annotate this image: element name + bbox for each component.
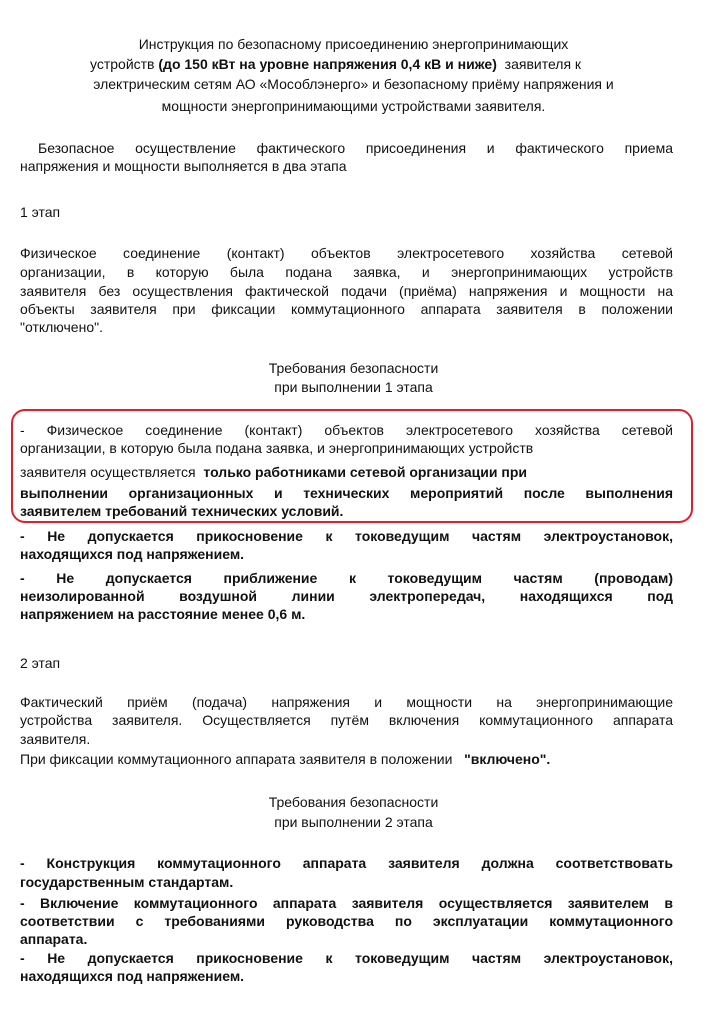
req-1-subtitle: при выполнении 1 этапа — [274, 379, 433, 395]
req-1-item-1-line: организации, в которую была подана заявка, и энергопринимающих устройств — [20, 440, 534, 456]
req-2-item-3-line: - Не допускается прикосновение к токоведущим частям электроустановок, — [20, 950, 673, 966]
stage-2-fix-text: При фиксации коммутационного аппарата заявителя в положении — [20, 751, 453, 767]
req-1-item-3-line: - Не допускается приближение к токоведущим частям (проводам) — [20, 570, 673, 586]
req-1-item-1-line-3-a: заявителя осуществляется — [20, 464, 196, 480]
title-line-1: Инструкция по безопасному присоединению энергопринимающих — [138, 36, 569, 52]
title-line-4: мощности энергопринимающими устройствами заявителя. — [161, 98, 546, 114]
req-2-item-2-line: соответствии с требованиями руководства по эксплуатации коммутационного — [20, 913, 673, 929]
req-1-item-2-line: находящихся под напряжением. — [20, 546, 245, 562]
req-1-item-3-line: напряжением на расстояние менее 0,6 м. — [20, 606, 306, 622]
req-1-item-3-line: неизолированной воздушной линии электропередач, находящихся под — [20, 588, 673, 604]
stage-1-line: Физическое соединение (контакт) объектов электросетевого хозяйства сетевой — [20, 245, 673, 261]
title-line-2-a: устройств — [90, 56, 155, 72]
req-2-item-3-line: находящихся под напряжением. — [20, 968, 245, 984]
req-1-item-1-line: заявителем требований технических условий. — [20, 503, 344, 519]
req-2-item-2-line: - Включение коммутационного аппарата заявителя осуществляется заявителем в — [20, 895, 673, 911]
req-2-item-1-line: государственным стандартам. — [20, 874, 234, 890]
req-2-item-2-line: аппарата. — [20, 931, 88, 947]
title-voltage-note: (до 150 кВт на уровне напряжения 0,4 кВ и ниже) — [158, 56, 497, 72]
stage-2-fix-state: "включено". — [464, 751, 551, 767]
req-1-item-1-line — [20, 464, 527, 481]
stage-1-line: заявителя без осуществления фактической подачи (приёма) напряжения и мощности на — [20, 283, 673, 299]
req-2-item-1-line: - Конструкция коммутационного аппарата заявителя должна соответствовать — [20, 855, 673, 871]
stage-1-line: "отключено". — [20, 319, 103, 335]
intro-line-2: напряжения и мощности выполняется в два этапа — [20, 158, 347, 174]
stage-2-line: заявителя. — [20, 731, 91, 747]
title-line-2 — [90, 56, 581, 73]
stage-2-heading: 2 этап — [20, 655, 61, 671]
stage-2-fix-line — [20, 751, 550, 768]
req-2-title: Требования безопасности — [268, 794, 439, 810]
req-1-title: Требования безопасности — [268, 360, 439, 376]
title-line-3: электрическим сетям АО «Мособлэнерго» и безопасному приёму напряжения и — [93, 76, 614, 92]
stage-2-line: устройства заявителя. Осуществляется путём включения коммутационного аппарата — [20, 712, 673, 728]
title-line-2-c: заявителя к — [504, 56, 582, 72]
stage-1-line: организации, в которую была подана заявка, и энергопринимающих устройств — [20, 264, 673, 280]
stage-2-line: Фактический приём (подача) напряжения и мощности на энергопринимающие — [20, 694, 673, 710]
intro-line-1: Безопасное осуществление фактического присоединения и фактического приема — [38, 140, 673, 156]
stage-1-line: объекты заявителя при фиксации коммутационного аппарата заявителя в положении — [20, 301, 673, 317]
req-2-subtitle: при выполнении 2 этапа — [274, 814, 433, 830]
req-1-item-1-line: выполнении организационных и технических мероприятий после выполнения — [20, 485, 673, 501]
req-1-item-1-line: - Физическое соединение (контакт) объектов электросетевого хозяйства сетевой — [20, 422, 673, 438]
stage-1-heading: 1 этап — [20, 204, 61, 220]
req-1-item-2-line: - Не допускается прикосновение к токоведущим частям электроустановок, — [20, 528, 673, 544]
req-1-item-1-line-3-b: только работниками сетевой организации при — [203, 464, 527, 480]
